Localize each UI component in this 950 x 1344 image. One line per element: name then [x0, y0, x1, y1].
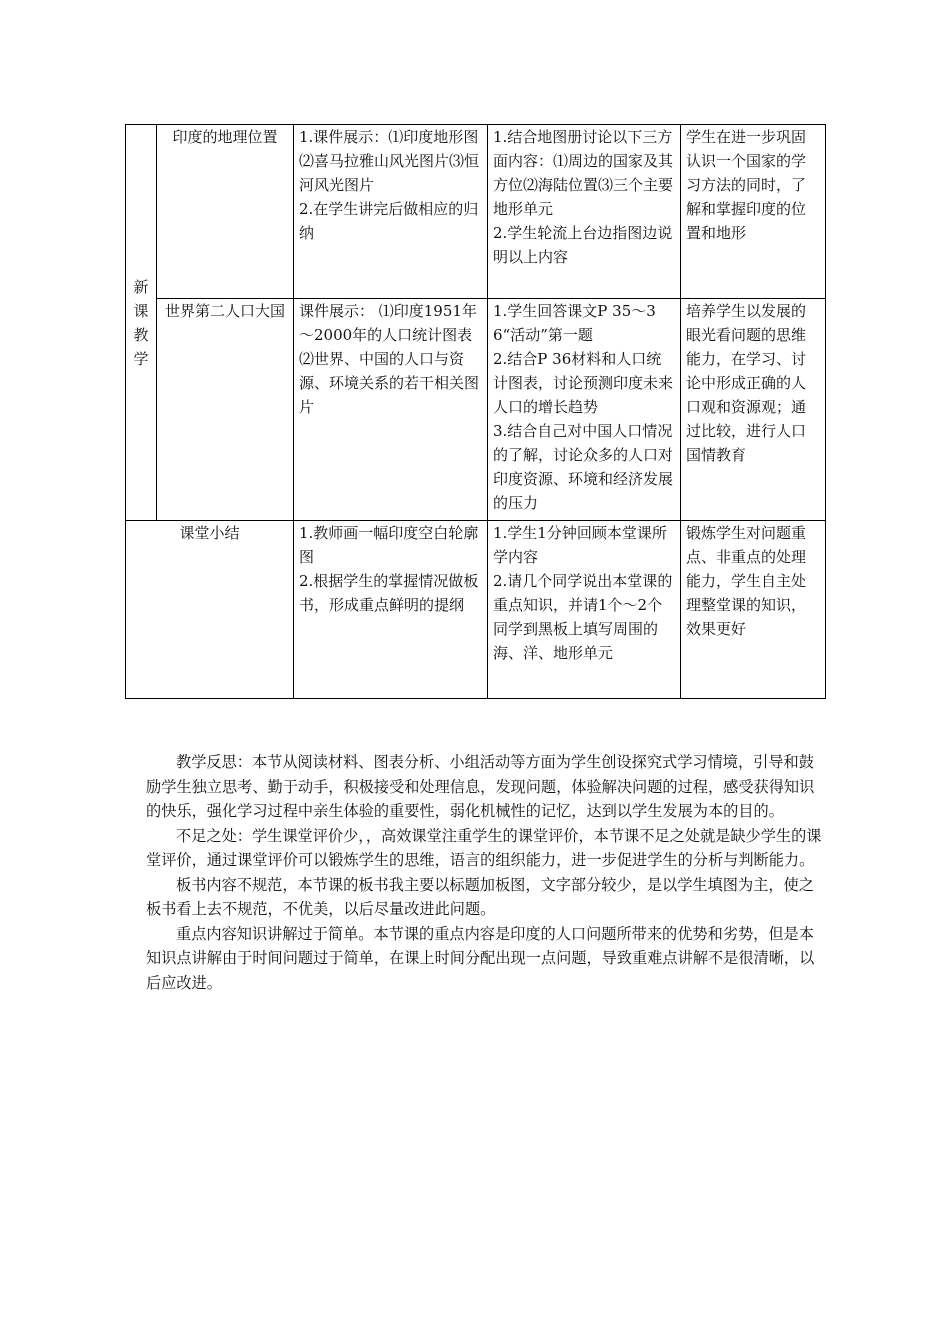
section-label-cell	[126, 125, 157, 521]
reflection-paragraph: 重点内容知识讲解过于简单。本节课的重点内容是印度的人口问题所带来的优势和劣势，但是本知识点讲解由于时间问题过于简单，在课上时间分配出现一点问题，导致重难点讲解不是很清晰，以后应改进。	[146, 924, 815, 992]
design-intent-cell	[681, 521, 826, 699]
topic-cell: 世界第二人口大国	[157, 299, 294, 521]
student-activity-item: 3.结合自己对中国人口情况的了解，讨论众多的人口对印度资源、环境和经济发展的压力	[493, 422, 674, 512]
design-intent-cell	[681, 299, 826, 521]
design-intent-text: 锻炼学生对问题重点、非重点的处理能力，学生自主处理整堂课的知识，效果更好	[686, 524, 807, 638]
section-label-char: 学	[133, 349, 149, 368]
student-activity-item: 1.学生1分钟回顾本堂课所学内容	[493, 524, 667, 566]
teacher-activity-item: 课件展示： ⑴印度1951年～2000年的人口统计图表 ⑵世界、中国的人口与资源、环境关系的若干相关图片	[299, 302, 480, 416]
student-activity-item: 1.学生回答课文P 35～36“活动”第一题	[493, 302, 656, 344]
student-activity-item: 2.学生轮流上台边指图边说明以上内容	[493, 224, 673, 266]
teacher-activity-item: 1.教师画一幅印度空白轮廓图	[299, 524, 479, 566]
reflection-paragraph: 板书内容不规范，本节课的板书我主要以标题加板图，文字部分较少，是以学生填图为主，使之板书看上去不规范，不优美，以后尽量改进此问题。	[146, 875, 814, 918]
teacher-activity-item: 2.根据学生的掌握情况做板书，形成重点鲜明的提纲	[299, 572, 479, 614]
student-activity-cell	[488, 299, 681, 521]
design-intent-text: 培养学生以发展的眼光看问题的思维能力，在学习、讨论中形成正确的人口观和资源观；通过比较，进行人口国情教育	[686, 302, 807, 464]
teaching-reflection	[146, 750, 826, 995]
reflection-paragraph: 不足之处：学生课堂评价少，，高效课堂注重学生的课堂评价，本节课不足之处就是缺少学生的课堂评价，通过课堂评价可以锻炼学生的思维，语言的组织能力，进一步促进学生的分析与判断能力。	[146, 826, 822, 869]
teacher-activity-cell	[294, 125, 488, 299]
design-intent-cell	[681, 125, 826, 299]
reflection-paragraph: 教学反思：本节从阅读材料、图表分析、小组活动等方面为学生创设探究式学习情境，引导和鼓励学生独立思考、勤于动手，积极接受和处理信息，发现问题，体验解决问题的过程，感受获得知识的快乐，强化学习过程中亲生体验的重要性，弱化机械性的记忆，达到以学生发展为本的目的。	[146, 753, 815, 820]
student-activity-cell	[488, 521, 681, 699]
student-activity-item: 2.请几个同学说出本堂课的重点知识，并请1个～2个同学到黑板上填写周围的海、洋、地形单元	[493, 572, 673, 662]
table-row	[126, 125, 826, 299]
table-row	[126, 521, 826, 699]
section-label-char: 教	[133, 325, 149, 344]
table-row	[126, 299, 826, 521]
section-label-char: 新	[133, 277, 149, 296]
summary-topic-cell: 课堂小结	[126, 521, 294, 699]
design-intent-text: 学生在进一步巩固认识一个国家的学习方法的同时，了解和掌握印度的位置和地形	[686, 128, 807, 242]
teacher-activity-item: 1.课件展示：⑴印度地形图⑵喜马拉雅山风光图片⑶恒河风光图片	[299, 128, 480, 194]
student-activity-item: 2.结合P 36材料和人口统计图表，讨论预测印度未来人口的增长趋势	[493, 350, 674, 416]
student-activity-item: 1.结合地图册讨论以下三方面内容：⑴周边的国家及其方位⑵海陆位置⑶三个主要地形单元	[493, 128, 674, 218]
teacher-activity-cell	[294, 521, 488, 699]
teacher-activity-cell	[294, 299, 488, 521]
student-activity-cell	[488, 125, 681, 299]
topic-cell: 印度的地理位置	[157, 125, 294, 299]
section-label-char: 课	[133, 301, 149, 320]
teacher-activity-item: 2.在学生讲完后做相应的归纳	[299, 200, 479, 242]
lesson-plan-table	[125, 124, 826, 699]
